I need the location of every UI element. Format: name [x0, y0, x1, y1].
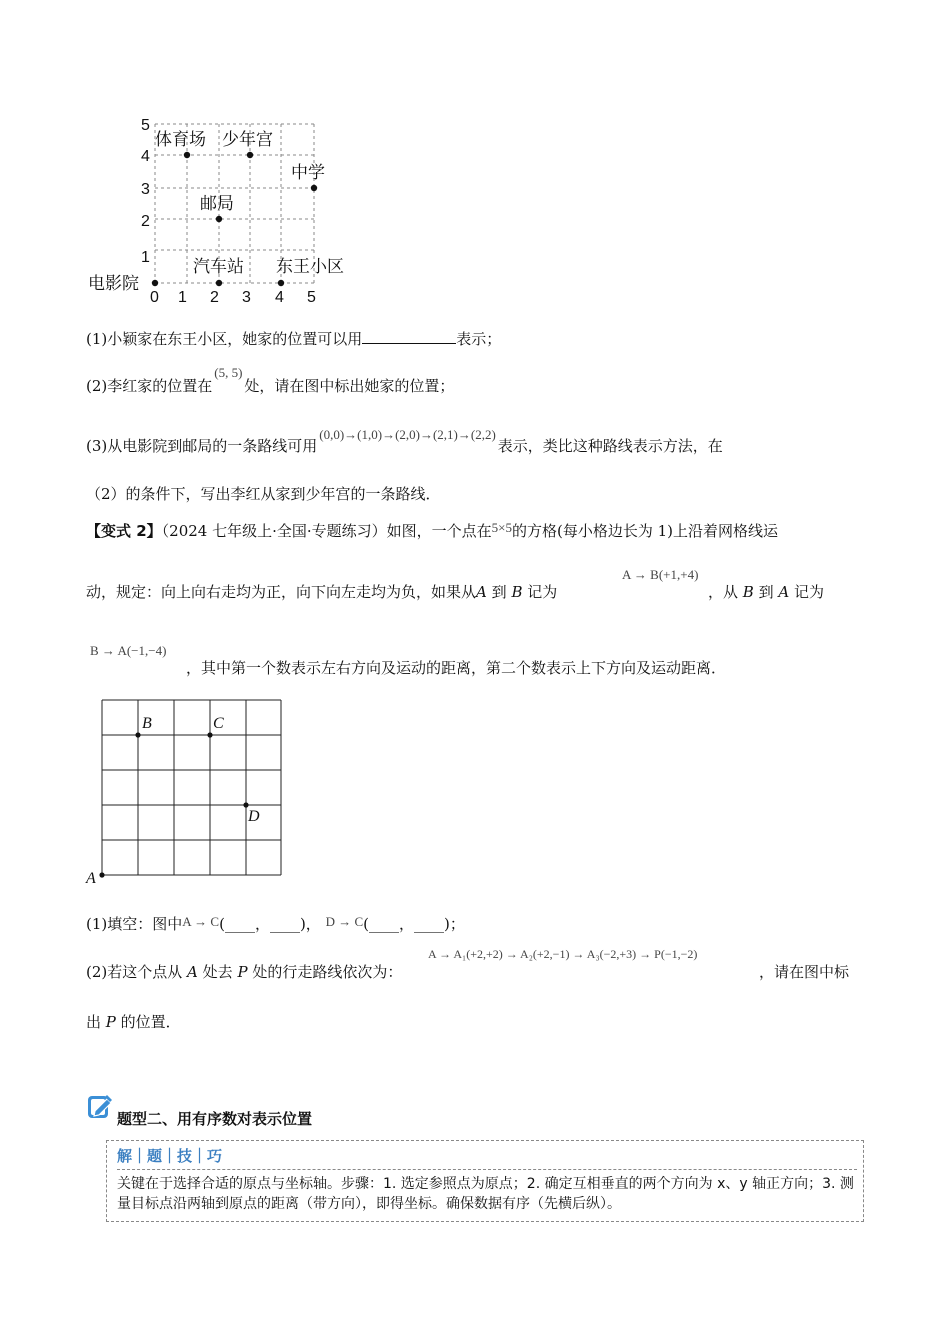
pen-edit-icon: [86, 1092, 114, 1120]
grid-point-d: [243, 802, 248, 807]
answer-blank[interactable]: [362, 328, 456, 344]
tips-divider: [117, 1169, 857, 1170]
vq1-text: (1)填空：图中: [86, 915, 183, 933]
tips-title: 解｜题｜技｜巧: [117, 1147, 223, 1165]
tips-body: 关键在于选择合适的原点与坐标轴。步骤：1. 选定参照点为原点；2. 确定互相垂直的两个方向为 x、y 轴正方向；3. 测量目标点沿两轴到原点的距离（带方向），即得坐标。确保数据有序（先横后纵）。: [117, 1176, 854, 1212]
grid-label-c: C: [213, 715, 224, 732]
point-bus-station: [216, 280, 222, 286]
question-1-tail: 表示；: [456, 330, 502, 348]
place-label-bus-station: 汽车站: [193, 257, 244, 277]
variant-line1: [86, 521, 778, 542]
point-b-label: B: [511, 583, 523, 601]
point-cinema: [152, 280, 158, 286]
question-2-text: (2)李红家的位置在: [86, 377, 213, 395]
point-a-label: A: [778, 583, 790, 601]
grid-label-a: A: [86, 870, 96, 887]
variant-line2-right: [708, 582, 824, 602]
point-middle-school: [311, 185, 317, 191]
vq2-text: (2)若这个点从: [86, 963, 183, 981]
tips-box: [106, 1140, 864, 1222]
grid-point-a: [99, 872, 104, 877]
from-text: ，从: [708, 583, 739, 601]
vq2-tail: ，请在图中标: [759, 963, 850, 981]
vq2-after: 处的行走路线依次为：: [252, 963, 403, 981]
question-2-tail: 处，请在图中标出她家的位置；: [244, 377, 455, 395]
question-3-text: (3)从电影院到邮局的一条路线可用: [86, 437, 318, 455]
place-label-youth-palace: 少年宫: [222, 130, 273, 150]
question-2: [86, 365, 455, 397]
x-tick-label: 3: [242, 289, 251, 306]
place-label-post-office: 邮局: [200, 194, 234, 214]
question-1-text: (1)小颖家在东王小区，她家的位置可以用: [86, 330, 363, 348]
y-tick-label: 1: [141, 249, 150, 266]
to-text: 到: [758, 583, 774, 601]
grid-label-d: D: [248, 808, 260, 825]
variant-line2: [86, 582, 557, 602]
y-tick-label: 3: [141, 181, 150, 198]
point-gym: [184, 152, 190, 158]
ba-formula: B → A(−1,−4): [90, 643, 167, 658]
point-a-label: A: [476, 583, 487, 601]
record-text: 记为: [794, 583, 825, 601]
variant-question-2-line2: [86, 1012, 181, 1032]
grid-point-c: [207, 732, 212, 737]
vq1-answer-b[interactable]: (____，____)；: [363, 915, 465, 933]
point-p-label: P: [105, 1013, 116, 1031]
variant-desc: 的方格(每小格边长为 1)上沿着网格线运: [512, 522, 779, 540]
point-post-office: [216, 216, 222, 222]
vq2-line2-text: 出: [86, 1013, 102, 1031]
x-tick-label: 4: [275, 289, 284, 306]
x-tick-label: 0: [150, 289, 159, 306]
vq2-mid: 处去: [202, 963, 233, 981]
x-tick-label: 2: [210, 289, 219, 306]
grid-size-formula: 5×5: [491, 520, 512, 535]
record-text: 记为: [527, 583, 558, 601]
place-label-middle-school: 中学: [291, 163, 325, 183]
section-title: 题型二、用有序数对表示位置: [117, 1110, 313, 1128]
point-p-label: P: [237, 963, 248, 981]
point-dongwang: [278, 280, 284, 286]
a-to-c-formula: A → C: [182, 914, 220, 929]
point-b-label: B: [742, 583, 754, 601]
route-formula: (0,0)→(1,0)→(2,0)→(2,1)→(2,2): [319, 427, 496, 442]
city-map-diagram: [80, 110, 380, 310]
point-a-label: A: [187, 963, 198, 981]
ab-formula: A → B(+1,+4): [622, 567, 699, 582]
variant-line2-text: 动，规定：向上向右走均为正，向下向左走均为负，如果从: [86, 583, 477, 601]
vq1-answer-a[interactable]: (____，____)，: [219, 915, 321, 933]
question-1: [86, 328, 501, 349]
question-3: [86, 427, 723, 457]
variant-line3: ，其中第一个数表示左右方向及运动的距离，第二个数表示上下方向及运动距离．: [186, 659, 727, 677]
point-youth-palace: [247, 152, 253, 158]
variant-source: （2024 七年级上·全国·专题练习）如图，一个点在: [161, 522, 492, 540]
path-formula: A → A₁(+2,+2) → A₂(+2,−1) → A₃(−2,+3) → P(−1,−2): [428, 947, 698, 961]
x-tick-label: 5: [307, 289, 316, 306]
grid-label-b: B: [142, 715, 152, 732]
variant-question-1: [86, 914, 465, 935]
d-to-c-formula: D → C: [325, 914, 364, 929]
y-tick-label: 4: [141, 148, 150, 165]
question-3-line2: （2）的条件下，写出李红从家到少年宫的一条路线．: [86, 485, 441, 503]
variant-tag: 【变式 2】: [86, 522, 162, 540]
place-label-gym: 体育场: [155, 130, 206, 150]
grid-point-b: [135, 732, 140, 737]
movement-grid: [82, 694, 292, 890]
coord-5-5: (5, 5): [214, 365, 243, 380]
vq2-line2-tail: 的位置．: [120, 1013, 181, 1031]
y-tick-label: 2: [141, 213, 150, 230]
question-3-tail: 表示，类比这种路线表示方法，在: [497, 437, 723, 455]
variant-question-2: [86, 962, 402, 982]
to-text: 到: [491, 583, 507, 601]
x-tick-label: 1: [178, 289, 187, 306]
place-label-dongwang: 东王小区: [276, 257, 344, 277]
place-label-cinema: 电影院: [88, 274, 139, 294]
y-tick-label: 5: [141, 117, 150, 134]
